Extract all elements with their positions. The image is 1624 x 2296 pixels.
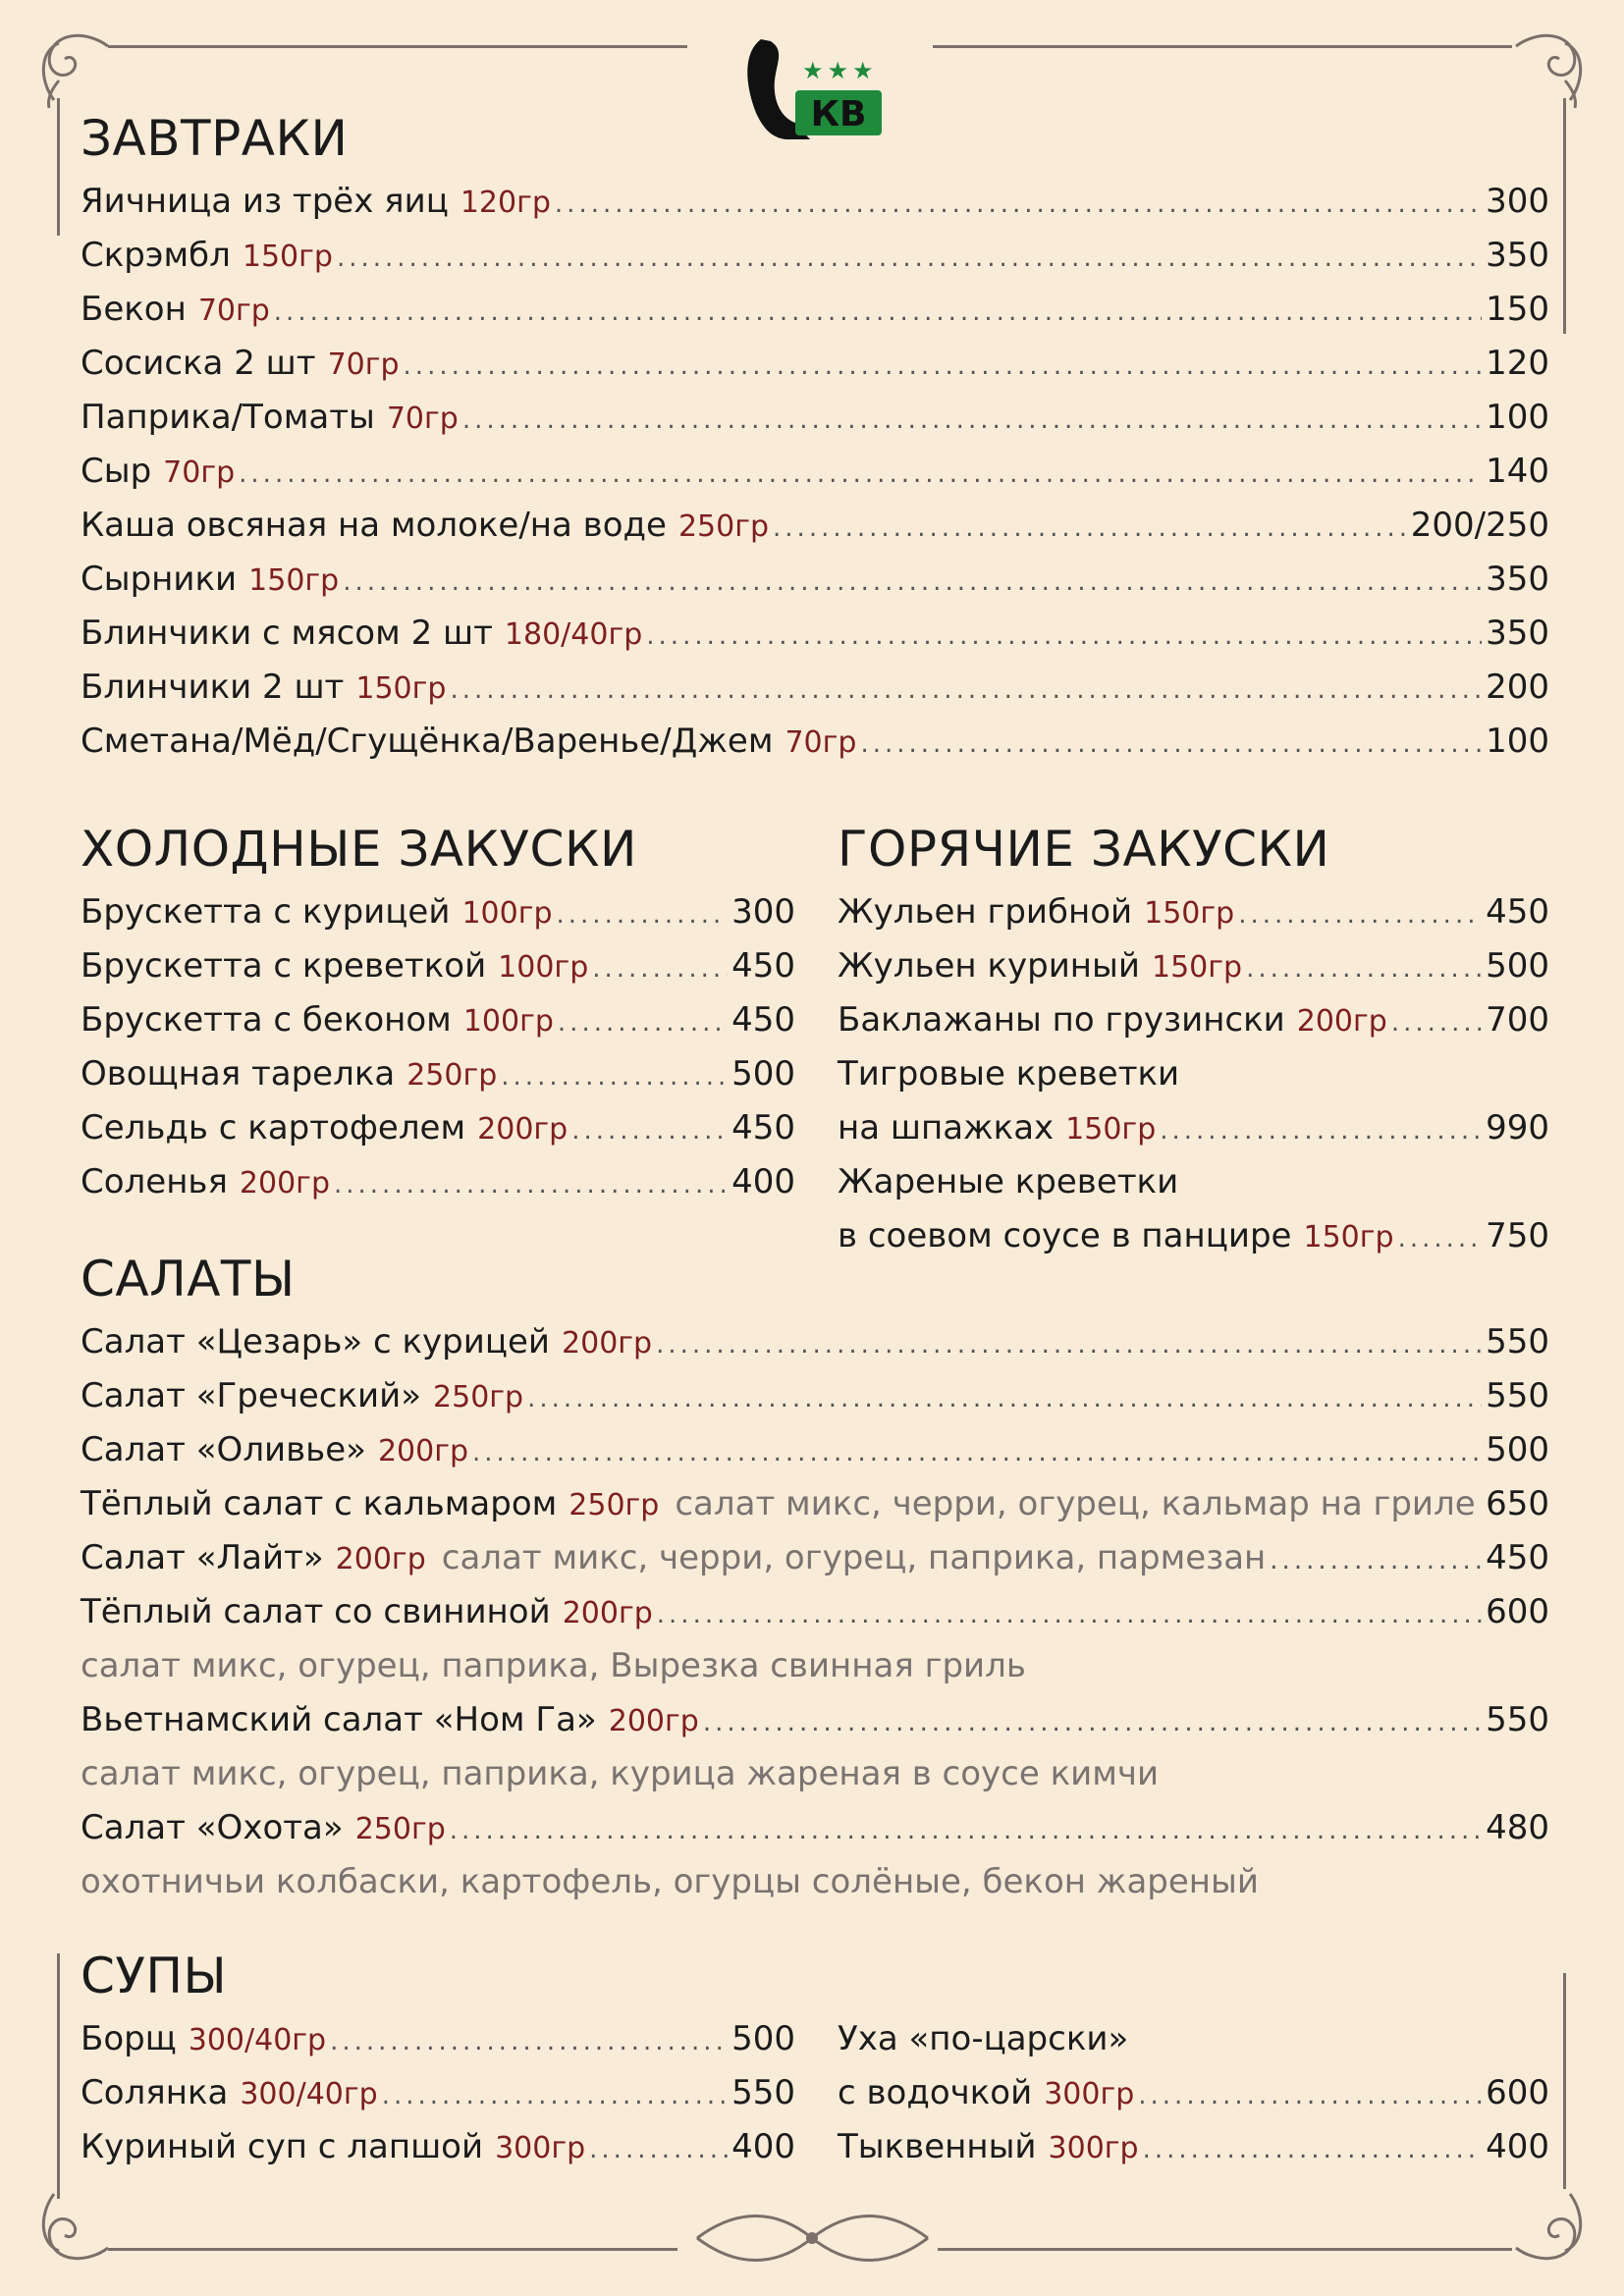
menu-item-price: 500: [1486, 1430, 1549, 1469]
logo-stars: ★★★: [802, 57, 878, 84]
menu-item-weight: 200гр: [239, 1166, 330, 1201]
dot-leader: [592, 942, 728, 996]
menu-item-name: Сыр: [81, 452, 152, 491]
frame-right-bottom-line: [1563, 1973, 1566, 2189]
menu-item-name: Овощная тарелка: [81, 1054, 396, 1094]
dot-leader: [1270, 1534, 1482, 1588]
dot-leader: [773, 502, 1407, 556]
menu-item-weight: 250гр: [433, 1380, 524, 1415]
menu-item-name: Жульен куриный: [838, 946, 1140, 986]
menu-item: [81, 175, 1549, 229]
menu-item-name-line: Тигровые креветки: [838, 1054, 1180, 1094]
menu-item-weight: 180/40гр: [504, 617, 643, 652]
dot-leader: [334, 1158, 728, 1212]
menu-item: [81, 445, 1549, 499]
menu-item: [81, 993, 795, 1047]
menu-item: [81, 1693, 1549, 1747]
menu-item-name: Бекон: [81, 290, 187, 329]
dot-leader: [404, 340, 1483, 394]
menu-item: [81, 939, 795, 993]
menu-item-price: 200: [1486, 667, 1549, 707]
section-title: САЛАТЫ: [81, 1251, 296, 1308]
menu-item-price: 200/250: [1410, 506, 1549, 545]
menu-item-price: 990: [1486, 1108, 1549, 1148]
soups-right-column: [838, 2012, 1549, 2174]
menu-item: [81, 1801, 1549, 1855]
menu-item-weight: 300/40гр: [188, 2023, 327, 2057]
menu-item-name: Вьетнамский салат «Ном Га»: [81, 1700, 597, 1739]
menu-item-weight: 100гр: [462, 1004, 554, 1039]
menu-item-weight: 150гр: [1065, 1112, 1157, 1147]
menu-item-weight: 70гр: [386, 401, 459, 436]
menu-item-weight: 70гр: [197, 294, 270, 328]
menu-item-name: Салат «Цезарь» с курицей: [81, 1322, 551, 1362]
menu-item-name: Борщ: [81, 2019, 177, 2058]
menu-item-price: 300: [731, 892, 795, 932]
dot-leader: [571, 1104, 728, 1158]
menu-item-description: охотничьи колбаски, картофель, огурцы солёные, бекон жареный: [81, 1862, 1259, 1901]
menu-item: [81, 283, 1549, 337]
menu-item-price: 480: [1486, 1808, 1549, 1847]
menu-item-name: Блинчики 2 шт: [81, 667, 345, 707]
dot-leader: [337, 232, 1482, 286]
dot-leader: [557, 888, 729, 942]
menu-item-name: Сосиска 2 шт: [81, 344, 316, 383]
dot-leader: [1246, 942, 1482, 996]
menu-item-price: 450: [731, 1108, 795, 1148]
breakfast-list: [81, 175, 1549, 769]
menu-item-name: Брускетта с беконом: [81, 1000, 452, 1040]
menu-item-weight: 300гр: [495, 2131, 586, 2165]
menu-item-weight: 200гр: [562, 1326, 653, 1361]
menu-item-name: Салат «Греческий»: [81, 1376, 422, 1415]
dot-leader: [343, 556, 1482, 610]
menu-item-name: Жульен грибной: [838, 892, 1133, 932]
menu-item-name: Яичница из трёх яиц: [81, 182, 449, 221]
menu-item-name: Салат «Оливье»: [81, 1430, 366, 1469]
menu-item-price: 350: [1486, 236, 1549, 275]
dot-leader: [330, 2015, 728, 2069]
menu-item: [838, 885, 1549, 939]
salads-section: [81, 1247, 1549, 1909]
dot-leader: [1480, 1480, 1482, 1534]
corner-ornament-bottom-right: [1506, 2184, 1595, 2272]
menu-item: [81, 337, 1549, 391]
menu-item-weight: 70гр: [163, 455, 236, 490]
menu-item-price: 120: [1486, 344, 1549, 383]
menu-item: [838, 1101, 1549, 1155]
menu-item-weight: 200гр: [562, 1596, 653, 1630]
menu-item-weight: 200гр: [1296, 1004, 1387, 1039]
dot-leader: [555, 178, 1482, 232]
menu-item-price: 500: [731, 1054, 795, 1094]
dot-leader: [239, 448, 1482, 502]
menu-item-price: 550: [1486, 1376, 1549, 1415]
salads-list: [81, 1315, 1549, 1909]
frame-bottom-left-line: [108, 2248, 677, 2251]
menu-item: [81, 1423, 1549, 1477]
section-title: ЗАВТРАКИ: [81, 110, 349, 167]
menu-item: [81, 553, 1549, 607]
menu-item-price: 100: [1486, 398, 1549, 437]
menu-item-weight: 70гр: [785, 725, 857, 760]
menu-item-name: Куриный суп с лапшой: [81, 2127, 484, 2166]
menu-item-price: 450: [1486, 1538, 1549, 1577]
menu-item-price: 550: [1486, 1700, 1549, 1739]
frame-top-left-line: [108, 45, 687, 48]
menu-item-weight: 100гр: [461, 896, 553, 931]
menu-item-price: 400: [1486, 2127, 1549, 2166]
menu-item-price: 600: [1486, 2073, 1549, 2112]
menu-item-weight: 300гр: [1048, 2131, 1139, 2165]
menu-item-price: 450: [731, 946, 795, 986]
menu-item-weight: 150гр: [242, 240, 333, 274]
menu-item-weight: 250гр: [568, 1488, 660, 1522]
menu-item-weight: 200гр: [608, 1704, 699, 1738]
cold-list: [81, 885, 795, 1209]
dot-leader: [589, 2123, 728, 2177]
dot-leader: [646, 610, 1482, 664]
menu-item-name: Блинчики с мясом 2 шт: [81, 614, 493, 653]
menu-item-description: салат микс, черри, огурец, паприка, пармезан: [441, 1538, 1267, 1577]
menu-item-price: 650: [1486, 1484, 1549, 1523]
menu-item-name: Каша овсяная на молоке/на воде: [81, 506, 667, 545]
frame-top-right-line: [933, 45, 1512, 48]
menu-item-price: 350: [1486, 560, 1549, 599]
menu-item: [81, 499, 1549, 553]
menu-item-price: 300: [1486, 182, 1549, 221]
menu-item-price: 140: [1486, 452, 1549, 491]
menu-item-name: Сырники: [81, 560, 238, 599]
menu-item: [81, 1315, 1549, 1369]
section-title: ГОРЯЧИЕ ЗАКУСКИ: [838, 821, 1330, 878]
menu-item-weight: 150гр: [1144, 896, 1235, 931]
menu-item-price: 550: [1486, 1322, 1549, 1362]
corner-ornament-bottom-left: [29, 2184, 118, 2272]
menu-item: [81, 885, 795, 939]
dot-leader: [527, 1372, 1482, 1426]
menu-item-name: Брускетта с креветкой: [81, 946, 487, 986]
cold-appetizers-section: [81, 817, 795, 1209]
menu-item-weight: 200гр: [335, 1542, 426, 1576]
menu-item-price: 100: [1486, 721, 1549, 761]
dot-leader: [472, 1426, 1482, 1480]
menu-item-name: на шпажках: [838, 1108, 1055, 1148]
menu-item-name: в соевом соусе в панцире: [838, 1216, 1292, 1255]
dot-leader: [657, 1588, 1482, 1642]
frame-left-top-line: [57, 98, 60, 236]
soups-right-list: [838, 2012, 1549, 2174]
frame-left-bottom-line: [57, 1953, 60, 2199]
menu-item-price: 450: [731, 1000, 795, 1040]
menu-item-name: Тыквенный: [838, 2127, 1037, 2166]
menu-item-name: Салат «Охота»: [81, 1808, 344, 1847]
menu-item: [81, 1101, 795, 1155]
menu-item: [81, 1047, 795, 1101]
menu-item-weight: 120гр: [460, 186, 551, 220]
dot-leader: [501, 1050, 728, 1104]
menu-item-weight: 150гр: [1151, 950, 1243, 985]
corner-ornament-top-left: [29, 22, 118, 110]
menu-item-weight: 150гр: [1303, 1220, 1394, 1255]
menu-item-weight: 100гр: [498, 950, 589, 985]
dot-leader: [1143, 2123, 1483, 2177]
menu-item-name-line: Уха «по-царски»: [838, 2019, 1129, 2058]
menu-item-price: 400: [731, 2127, 795, 2166]
menu-item-price: 400: [731, 1162, 795, 1201]
menu-item-price: 700: [1486, 1000, 1549, 1040]
menu-item: [81, 1155, 795, 1209]
breakfast-section: [81, 106, 1549, 769]
menu-item-name: Тёплый салат со свининой: [81, 1592, 551, 1631]
dot-leader: [450, 664, 1482, 718]
menu-item-name: Скрэмбл: [81, 236, 231, 275]
menu-item-name: Салат «Лайт»: [81, 1538, 324, 1577]
menu-item: [81, 2120, 795, 2174]
dot-leader: [703, 1696, 1482, 1750]
corner-ornament-top-right: [1506, 22, 1595, 110]
menu-item: [81, 715, 1549, 769]
menu-item-weight: 200гр: [377, 1434, 469, 1468]
dot-leader: [382, 2069, 728, 2123]
menu-item-price: 750: [1486, 1216, 1549, 1255]
dot-leader: [1391, 996, 1482, 1050]
menu-item-weight: 150гр: [248, 563, 340, 598]
menu-item-name: Тёплый салат с кальмаром: [81, 1484, 558, 1523]
menu-item-weight: 300/40гр: [240, 2077, 378, 2111]
menu-item: [81, 1585, 1549, 1639]
menu-item: [81, 391, 1549, 445]
menu-item-price: 600: [1486, 1592, 1549, 1631]
menu-item-weight: 70гр: [327, 347, 400, 382]
menu-item-weight: 250гр: [677, 509, 770, 544]
section-title: СУПЫ: [81, 1948, 228, 2004]
menu-item-description: салат микс, черри, огурец, кальмар на гриле: [675, 1484, 1476, 1523]
menu-item-name: Солянка: [81, 2073, 229, 2112]
dot-leader: [462, 394, 1482, 448]
menu-item-name: Сметана/Мёд/Сгущёнка/Варенье/Джем: [81, 721, 774, 761]
menu-item: [81, 1531, 1549, 1585]
soups-section: [81, 1944, 795, 2174]
menu-item: [81, 229, 1549, 283]
menu-item: [838, 993, 1549, 1047]
menu-item-price: 500: [731, 2019, 795, 2058]
menu-item: [81, 2066, 795, 2120]
dot-leader: [450, 1804, 1482, 1858]
dot-leader: [860, 718, 1482, 772]
menu-item: [81, 607, 1549, 661]
menu-item-name: Сельдь с картофелем: [81, 1108, 466, 1148]
menu-item-weight: 250гр: [354, 1812, 446, 1846]
logo-text: КВ: [810, 94, 867, 134]
dot-leader: [1160, 1104, 1482, 1158]
dot-leader: [558, 996, 728, 1050]
menu-item-name: Соленья: [81, 1162, 228, 1201]
menu-item-weight: 200гр: [477, 1112, 568, 1147]
menu-item-description: салат микс, огурец, паприка, курица жареная в соусе кимчи: [81, 1754, 1160, 1793]
section-title: ХОЛОДНЫЕ ЗАКУСКИ: [81, 821, 637, 878]
menu-item-name-line: Жареные креветки: [838, 1162, 1179, 1201]
menu-item-description: салат микс, огурец, паприка, Вырезка свинная гриль: [81, 1646, 1026, 1685]
dot-leader: [1138, 2069, 1482, 2123]
menu-item: [81, 661, 1549, 715]
menu-item: [838, 2120, 1549, 2174]
menu-item-price: 150: [1486, 290, 1549, 329]
menu-item-weight: 300гр: [1044, 2077, 1135, 2111]
menu-item-price: 450: [1486, 892, 1549, 932]
menu-item-name: Баклажаны по грузински: [838, 1000, 1285, 1040]
menu-item: [81, 2012, 795, 2066]
menu-item: [838, 2066, 1549, 2120]
frame-bottom-right-line: [938, 2248, 1512, 2251]
hot-list: [838, 885, 1549, 1263]
soups-left-list: [81, 2012, 795, 2174]
menu-item-weight: 150гр: [355, 671, 447, 706]
menu-item-name: с водочкой: [838, 2073, 1033, 2112]
bottom-center-flourish-icon: [687, 2199, 938, 2277]
menu-item: [81, 1369, 1549, 1423]
hot-appetizers-section: [838, 817, 1549, 1263]
menu-item-price: 500: [1486, 946, 1549, 986]
menu-item-name: Брускетта с курицей: [81, 892, 451, 932]
dot-leader: [274, 286, 1482, 340]
dot-leader: [656, 1318, 1482, 1372]
menu-item-weight: 250гр: [406, 1058, 498, 1093]
menu-item-price: 350: [1486, 614, 1549, 653]
menu-item-price: 550: [731, 2073, 795, 2112]
menu-item-name: Паприка/Томаты: [81, 398, 375, 437]
menu-item: [81, 1477, 1549, 1531]
menu-item: [838, 939, 1549, 993]
dot-leader: [1238, 888, 1482, 942]
frame-right-top-line: [1563, 98, 1566, 334]
